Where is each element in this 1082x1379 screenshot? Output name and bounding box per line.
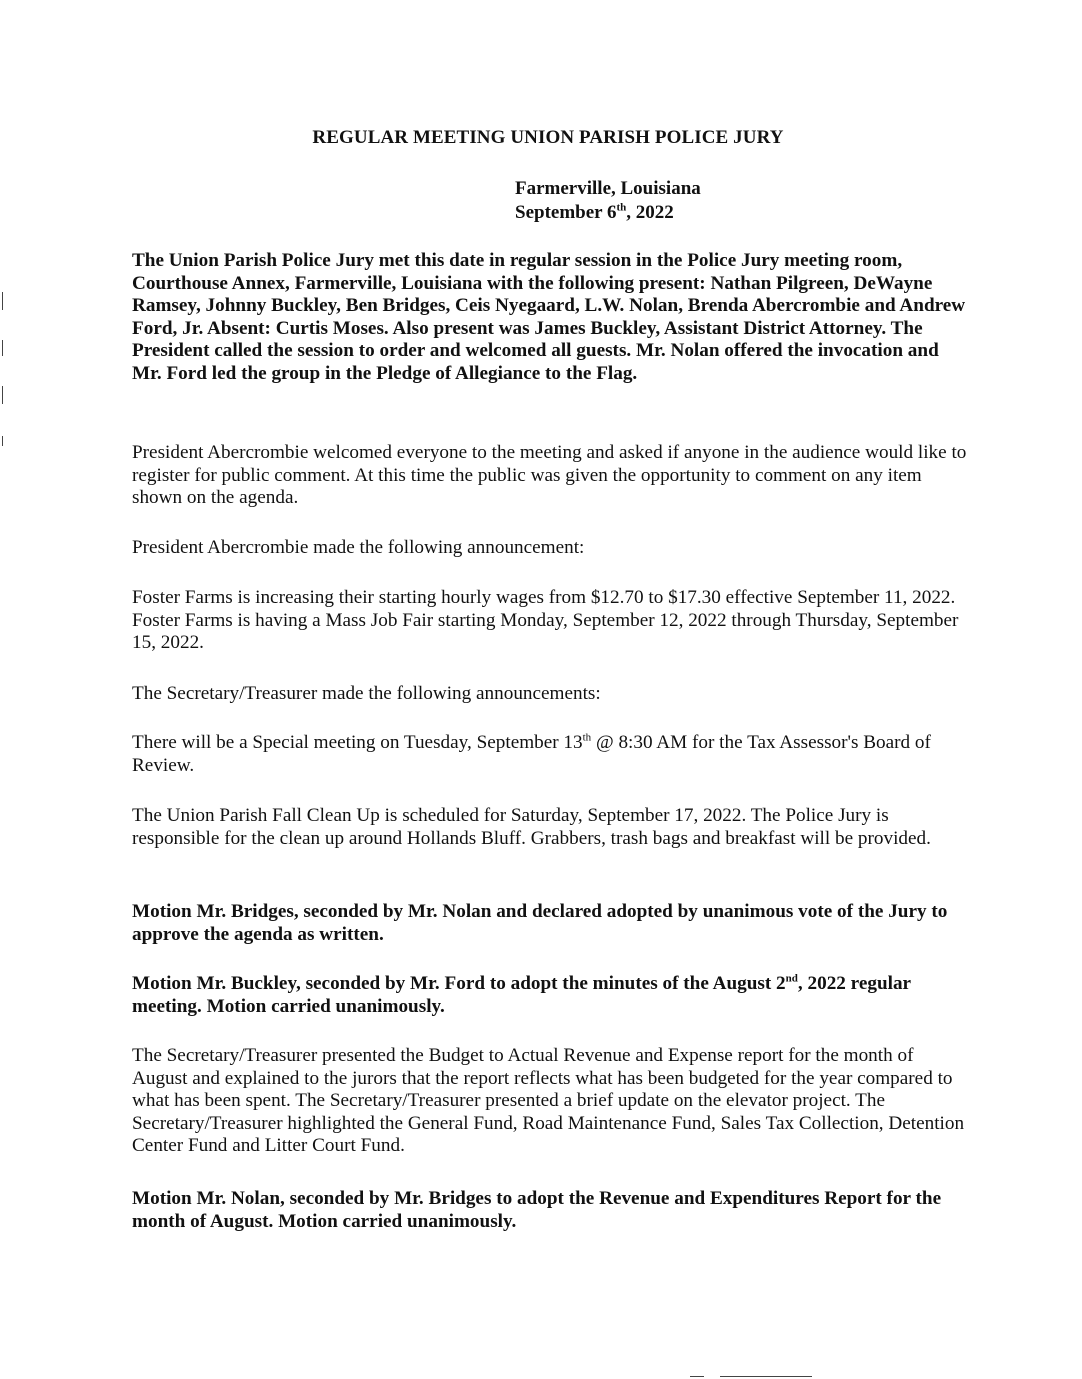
announcement-intro: President Abercrombie made the following announcement: bbox=[132, 537, 585, 558]
document-title: REGULAR MEETING UNION PARISH POLICE JURY bbox=[312, 127, 784, 148]
secretary-announcements-intro: The Secretary/Treasurer made the following announcements: bbox=[132, 683, 601, 704]
motion-revenue-report: Motion Mr. Nolan, seconded by Mr. Bridges to adopt the Revenue and Expenditures Report for the month of August. Motion carried unanimously. bbox=[132, 1188, 942, 1232]
scan-margin-mark bbox=[2, 292, 3, 310]
scan-margin-mark bbox=[2, 340, 3, 356]
clean-up-announcement: The Union Parish Fall Clean Up is scheduled for Saturday, September 17, 2022. The Police Jury is responsible for the clean up around Hollands Bluff. Grabbers, trash bags and breakfast will be provided. bbox=[132, 805, 931, 849]
opening-paragraph: The Union Parish Police Jury met this date in regular session in the Police Jury meeting room, Courthouse Annex, Farmerville, Louisiana with the following present: Nathan Pilgreen, DeWayne Ramsey, Johnny Buckley, Ben Bridges, Ceis Nyegaard, L.W. Nolan, Brenda Abercrombie and Andrew Ford, Jr. Absent: Curtis Moses. Also present was James Buckley, Assistant District Attorney. The President called the session to order and welcomed all guests. Mr. Nolan offered the invocation and Mr. Ford led the group in the Pledge of Allegiance to the Flag. bbox=[132, 250, 966, 384]
foster-farms-announcement: Foster Farms is increasing their starting hourly wages from $12.70 to $17.30 effective September 11, 2022. Foster Farms is having a Mass Job Fair starting Monday, September 12, 2022 through Thursday, September 15, 2022. bbox=[132, 587, 959, 654]
meeting-date: September 6th, 2022 bbox=[515, 201, 674, 223]
meeting-city: Farmerville, Louisiana bbox=[515, 178, 701, 199]
motion-approve-agenda: Motion Mr. Bridges, seconded by Mr. Nolan and declared adopted by unanimous vote of the Jury to approve the agenda as written. bbox=[132, 901, 948, 945]
special-meeting-announcement: There will be a Special meeting on Tuesday, September 13th @ 8:30 AM for the Tax Assessor's Board of Review. bbox=[132, 731, 931, 776]
meeting-location-date bbox=[515, 177, 701, 225]
scan-margin-mark bbox=[2, 436, 3, 446]
welcome-paragraph: President Abercrombie welcomed everyone to the meeting and asked if anyone in the audience would like to register for public comment. At this time the public was given the opportunity to comment on any item shown on the agenda. bbox=[132, 442, 967, 509]
budget-report-paragraph: The Secretary/Treasurer presented the Budget to Actual Revenue and Expense report for the month of August and explained to the jurors that the report reflects what has been budgeted for the year compared to what has been spent. The Secretary/Treasurer presented a brief update on the elevator project. The Secretary/Treasurer highlighted the General Fund, Road Maintenance Fund, Sales Tax Collection, Detention Center Fund and Litter Court Fund. bbox=[132, 1045, 965, 1157]
scan-margin-mark bbox=[2, 386, 3, 404]
footer-rule bbox=[690, 1376, 704, 1377]
footer-rule bbox=[720, 1376, 812, 1377]
motion-adopt-minutes: Motion Mr. Buckley, seconded by Mr. Ford to adopt the minutes of the August 2nd, 2022 regular meeting. Motion carried unanimously. bbox=[132, 972, 911, 1017]
